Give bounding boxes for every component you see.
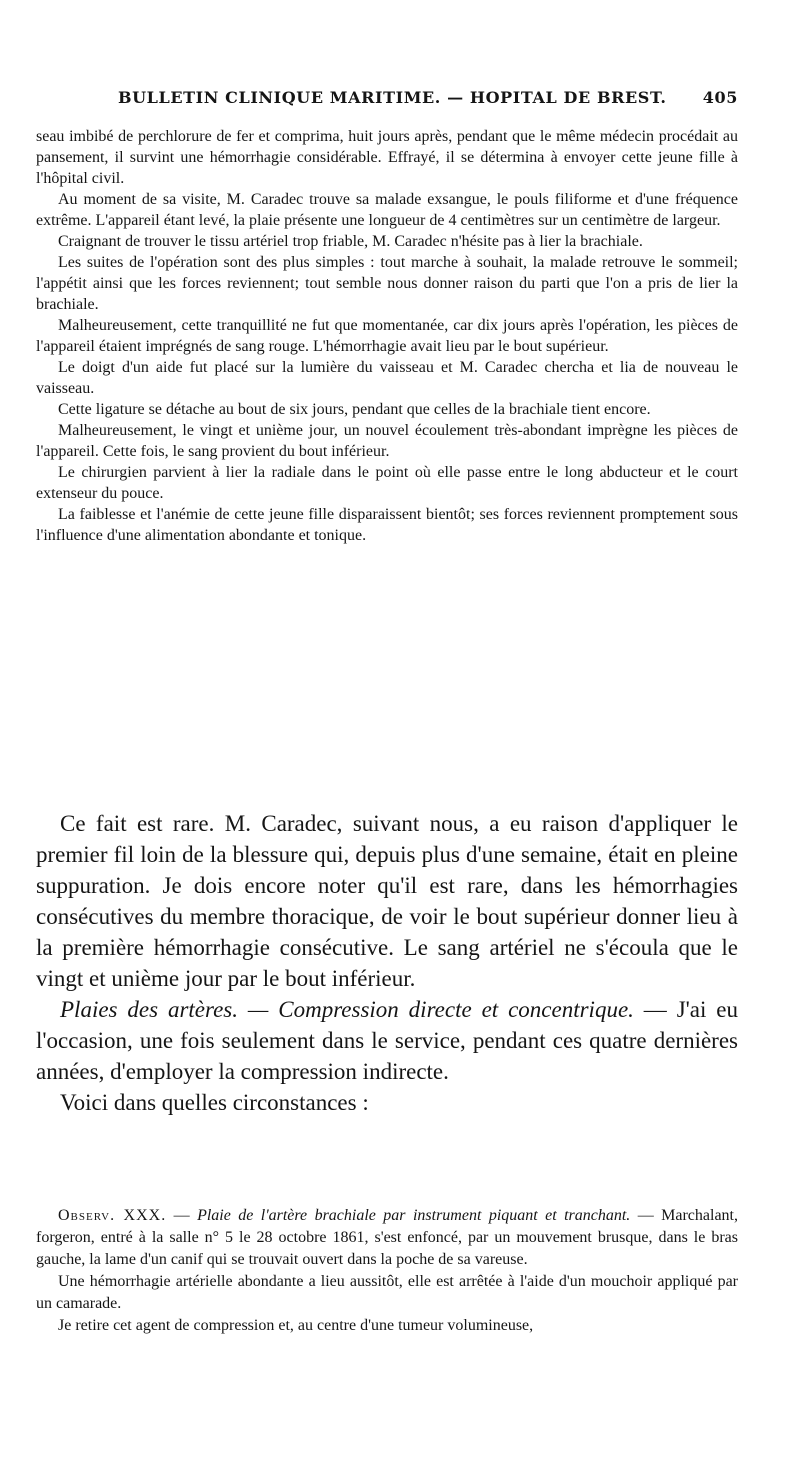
- observation-block: [36, 1205, 738, 1337]
- observation-dash: —: [166, 1207, 198, 1224]
- observation-label: Observ. XXX.: [58, 1207, 167, 1224]
- paragraph: Le chirurgien parvient à lier la radiale dans le point où elle passe entre le long abducteur et le court extenseur du pouce.: [36, 464, 738, 502]
- intro-paragraph: Voici dans quelles circonstances :: [60, 1090, 369, 1115]
- observation-heading-paragraph: [36, 1205, 738, 1271]
- observation-paragraph: Je retire cet agent de compression et, au centre d'une tumeur volumineuse,: [58, 1317, 534, 1334]
- paragraph: Malheureusement, le vingt et unième jour, un nouvel écoulement très-abondant imprègne les pièces de l'appareil. Cette fois, le sang provient du bout inférieur.: [36, 422, 738, 460]
- paragraph: Cette ligature se détache au bout de six jours, pendant que celles de la brachiale tient encore.: [58, 401, 651, 418]
- running-header: [118, 88, 738, 112]
- paragraph: Au moment de sa visite, M. Caradec trouve sa malade exsangue, le pouls filiforme et d'une fréquence extrême. L'appareil étant levé, la plaie présente une longueur de 4 centimètres sur un centimètre de largeur.: [36, 191, 738, 229]
- commentary-paragraph: Ce fait est rare. M. Caradec, suivant nous, a eu raison d'appliquer le premier fil loin de la blessure qui, depuis plus d'une semaine, était en pleine suppuration. Je dois encore noter qu'il est rare, dans les hémorrhagies consécutives du membre thoracique, de voir le bout supérieur donner lieu à la première hémorrhagie consécutive. Le sang artériel ne s'écoula que le vingt et unième jour par le bout inférieur.: [36, 811, 738, 991]
- section-paragraph: [36, 994, 738, 1087]
- paragraph: Les suites de l'opération sont des plus simples : tout marche à souhait, la malade retrouve le sommeil; l'appétit ainsi que les forces reviennent; tout semble nous donner raison du parti que l'on a pris de lier la brachiale.: [36, 254, 738, 313]
- paragraph: seau imbibé de perchlorure de fer et comprima, huit jours après, pendant que le même médecin procédait au pansement, il survint une hémorrhagie considérable. Effrayé, il se détermina à envoyer cette jeune fille à l'hôpital civil.: [36, 128, 738, 187]
- page-number: 405: [702, 88, 738, 107]
- section-text: — J'ai eu l'occasion, une fois seulement dans le service, pendant ces quatre dernières années, d'employer la compression indirecte.: [36, 997, 738, 1084]
- observation-title: Plaie de l'artère brachiale par instrument piquant et tranchant.: [197, 1207, 631, 1224]
- observation-text: — Marchalant, forgeron, entré à la salle n° 5 le 28 octobre 1861, s'est enfoncé, par un mouvement brusque, dans le bras gauche, la lame d'un canif qui se trouvait ouvert dans la poche de sa vareuse.: [36, 1207, 739, 1268]
- section-heading: Plaies des artères. — Compression directe et concentrique.: [60, 997, 634, 1022]
- paragraph: Craignant de trouver le tissu artériel trop friable, M. Caradec n'hésite pas à lier la brachiale.: [58, 233, 643, 250]
- author-commentary: [36, 808, 738, 1118]
- case-narrative: [36, 126, 738, 546]
- paragraph: Le doigt d'un aide fut placé sur la lumière du vaisseau et M. Caradec chercha et lia de nouveau le vaisseau.: [36, 359, 738, 397]
- paragraph: Malheureusement, cette tranquillité ne fut que momentanée, car dix jours après l'opération, les pièces de l'appareil étaient imprégnés de sang rouge. L'hémorrhagie avait lieu par le bout supérieur.: [36, 317, 738, 355]
- observation-paragraph: Une hémorrhagie artérielle abondante a lieu aussitôt, elle est arrêtée à l'aide d'un mouchoir appliqué par un camarade.: [36, 1273, 738, 1312]
- paragraph: La faiblesse et l'anémie de cette jeune fille disparaissent bientôt; ses forces reviennent promptement sous l'influence d'une alimentation abondante et tonique.: [36, 506, 738, 544]
- running-title: BULLETIN CLINIQUE MARITIME. — HOPITAL DE BREST.: [118, 88, 667, 107]
